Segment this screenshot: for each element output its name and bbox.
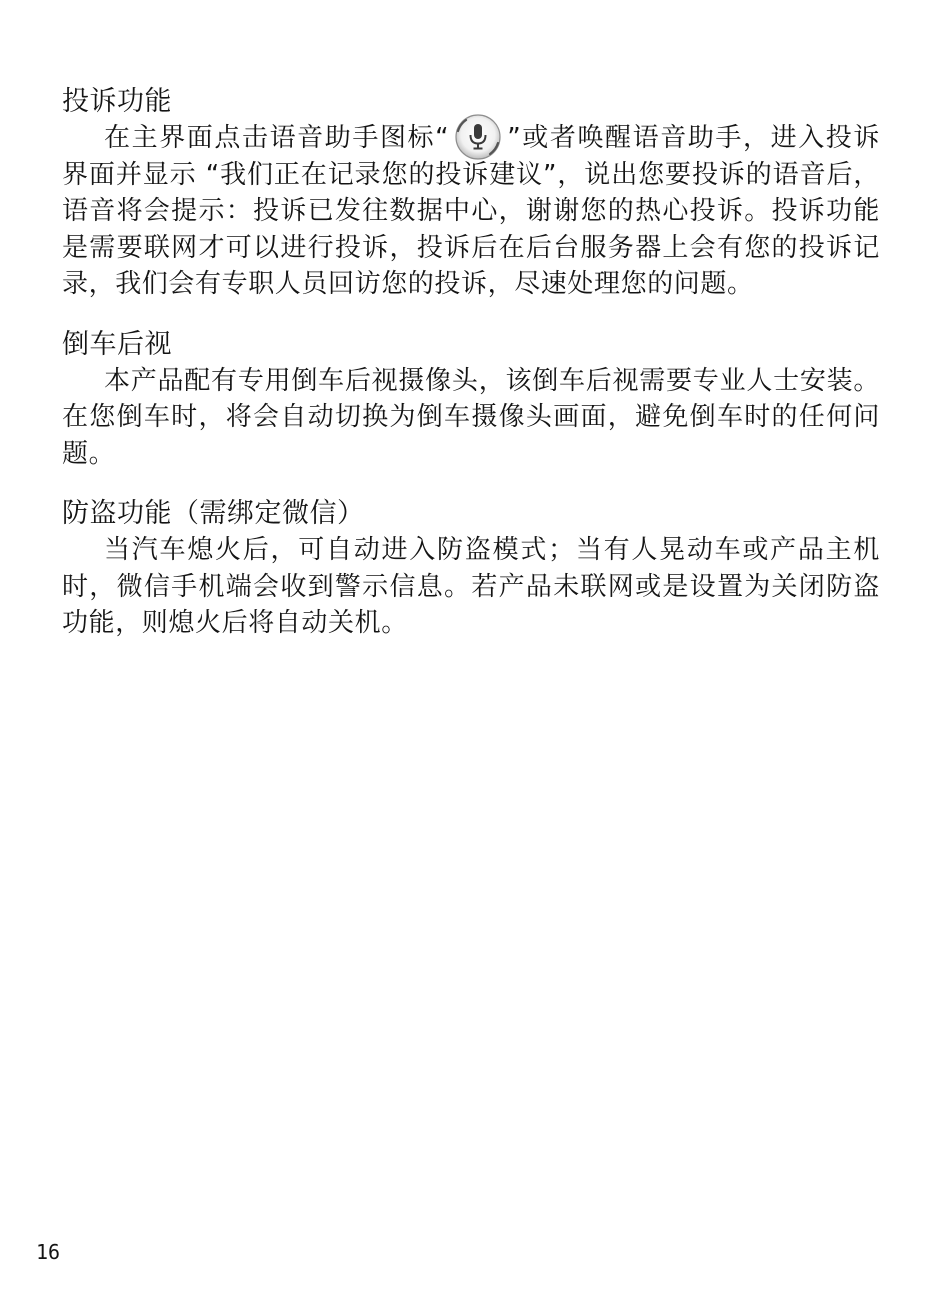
section-title-complaint: 投诉功能 (62, 86, 172, 117)
section-body-reverse: 本产品配有专用倒车后视摄像头，该倒车后视需要专业人士安装。在您倒车时，将会自动切换为倒车摄像头画面，避免倒车时的任何问题。 (62, 365, 880, 469)
section-title-reverse: 倒车后视 (62, 328, 172, 360)
section-body-antitheft: 当汽车熄火后，可自动进入防盗模式；当有人晃动车或产品主机时，微信手机端会收到警示信息。若产品未联网或是设置为关闭防盗功能，则熄火后将自动关机。 (62, 535, 880, 638)
complaint-text-before-icon: 在主界面点击语音助手图标“ (104, 123, 450, 153)
page-number: 16 (36, 1240, 61, 1264)
section-body-complaint (62, 120, 880, 303)
section-antitheft (62, 496, 880, 642)
microphone-icon (451, 112, 505, 162)
section-complaint (62, 84, 880, 303)
section-reverse (62, 327, 880, 473)
manual-page (62, 84, 880, 642)
complaint-text-after-icon: ”或者唤醒语音助手，进入投诉界面并显示 “我们正在记录您的投诉建议”，说出您要投诉的语音后，语音将会提示：投诉已发往数据中心，谢谢您的热心投诉。投诉功能是需要联网才可以进行投诉，投诉后在后台服务器上会有您的投诉记录，我们会有专职人员回访您的投诉，尽速处理您的问题。 (62, 123, 880, 299)
section-title-antitheft: 防盗功能（需绑定微信） (62, 498, 365, 529)
